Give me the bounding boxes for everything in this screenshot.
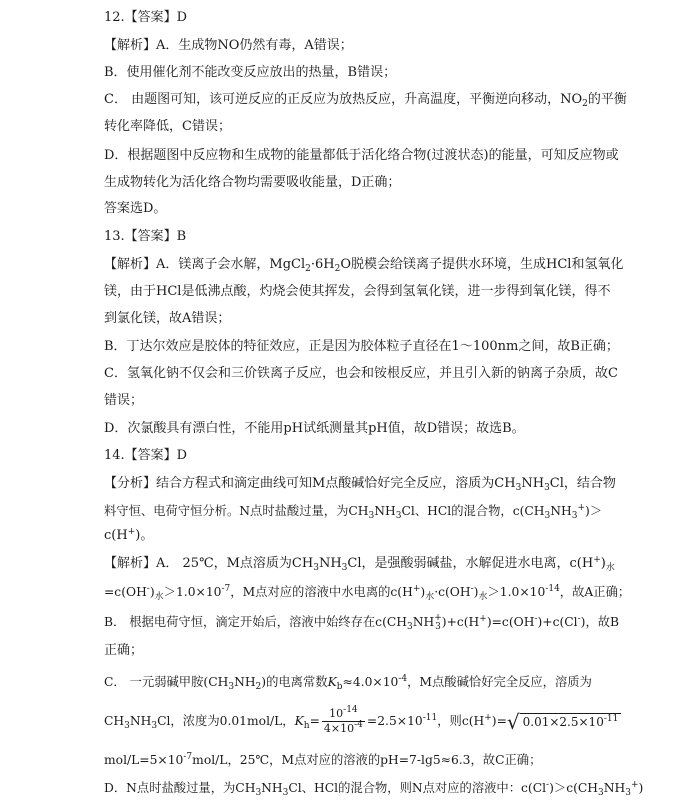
q13-option-b: B．丁达尔效应是胶体的特征效应，正是因为胶体粒子直径在1～100nm之间，故B正确； — [104, 339, 619, 354]
q14-option-c-line3: mol/$L=5\times 10^{-7}mol/L$，25℃，M点对应的溶液的pH=7-lg5≈6.3，故C正确； — [104, 752, 542, 767]
q14-fenxi-line1: 【分析】结合方程式和滴定曲线可知M点酸碱恰好完全反应，溶质为$CH_3NH_3Cl$，结合物 — [104, 476, 616, 493]
q12-option-d-line1: D．根据题图中反应物和生成物的能量都低于活化络合物(过渡状态)的能量，可知反应物或 — [104, 148, 619, 163]
q12-option-d-line2: 生成物转化为活化络合物均需要吸收能量，D正确； — [104, 175, 401, 190]
square-root: √ $0.01\times 2.5\times 10^{-11}$ — [507, 705, 621, 739]
q13-option-c-line2: 错误； — [104, 393, 144, 408]
q14-analysis-a-line2: $=c(OH^-)_水>1.0\times 10^{-7}$，M点对应的溶液中水电离的$c(H^+)_水\cdot c(OH^-)_水>1.0\times 10^{-14}$，故A正确； — [104, 584, 631, 602]
q13-analysis-a-line3: 到氯化镁，故A错误； — [104, 311, 231, 326]
q12-header: 12.【答案】D — [104, 10, 188, 25]
q12-option-b: B．使用催化剂不能改变反应放出的热量，B错误； — [104, 65, 397, 80]
q14-option-b-line2: 正确； — [104, 643, 144, 658]
q12-analysis-a: 【解析】A．生成物NO仍然有毒，A错误； — [104, 38, 353, 53]
q14-header: 14.【答案】D — [104, 448, 188, 463]
q12-option-c-line1: C． 由题图可知，该可逆反应的正反应为放热反应，升高温度，平衡逆向移动，$NO_2$的平衡 — [104, 92, 627, 109]
q12-option-c-line2: 转化率降低，C错误； — [104, 119, 231, 134]
q14-fenxi-line2: 料守恒、电荷守恒分析。N点时盐酸过量，为$CH_3NH_3Cl$、HCl的混合物，$c(CH_3NH_3^+)>$ — [104, 503, 603, 521]
q14-option-d-line1: D．N点时盐酸过量，为$CH_3NH_3Cl$、HCl的混合物，则N点对应的溶液中：$c(Cl^-)>c(CH_3NH_3^+)$ — [104, 780, 644, 798]
q13-analysis-a-line2: 镁，由于HCl是低沸点酸，灼烧会使其挥发，会得到氢氧化镁，进一步得到氧化镁，得不 — [104, 284, 611, 299]
q14-option-c-line2: $CH_3NH_3Cl$，浓度为0.01mol/L，$K_h=$ $\frac{10^{-14}}{4\times 10^{-4}}$ $=2.5\times 10^{-11}$，则c(H+)=√ $0.01\times 2.5\times 10^{-11}$ — [104, 704, 621, 738]
q13-option-d: D．次氯酸具有漂白性，不能用pH试纸测量其pH值，故D错误；故选B。 — [104, 421, 525, 436]
q12-final-answer: 答案选D。 — [104, 201, 167, 216]
kh-fraction: $\frac{10^{-14}}{4\times 10^{-4}}$ — [323, 705, 363, 735]
q13-analysis-a-line1: 【解析】A．镁离子会水解，$MgCl_2\cdot 6H_2O$脱模会给镁离子提供水环境，生成HCl和氢氧化 — [104, 257, 624, 274]
q14-option-c-line1: C． 一元弱碱甲胺$(CH_3NH_2)$的电离常数$K_b\approx 4.0\times 10^{-4}$，M点酸碱恰好完全反应，溶质为 — [104, 674, 592, 692]
q14-option-b-line1: B． 根据电荷守恒，滴定开始后，溶液中始终存在$c(CH_3NH$ + 3 )+c(H+)=c(OH-)+c(Cl-)，故B — [104, 612, 620, 632]
q13-header: 13.【答案】B — [104, 229, 187, 244]
q14-analysis-a-line1: 【解析】A． 25℃，M点溶质为$CH_3NH_3Cl$，是强酸弱碱盐，水解促进水电离，$c(H^+)_水$ — [104, 555, 615, 573]
q13-option-c-line1: C．氢氧化钠不仅会和三价铁离子反应，也会和铵根反应，并且引入新的钠离子杂质，故C — [104, 366, 618, 381]
q14-fenxi-line3: c(H+)。 — [104, 527, 154, 543]
charge-stack: + 3 — [434, 612, 442, 632]
